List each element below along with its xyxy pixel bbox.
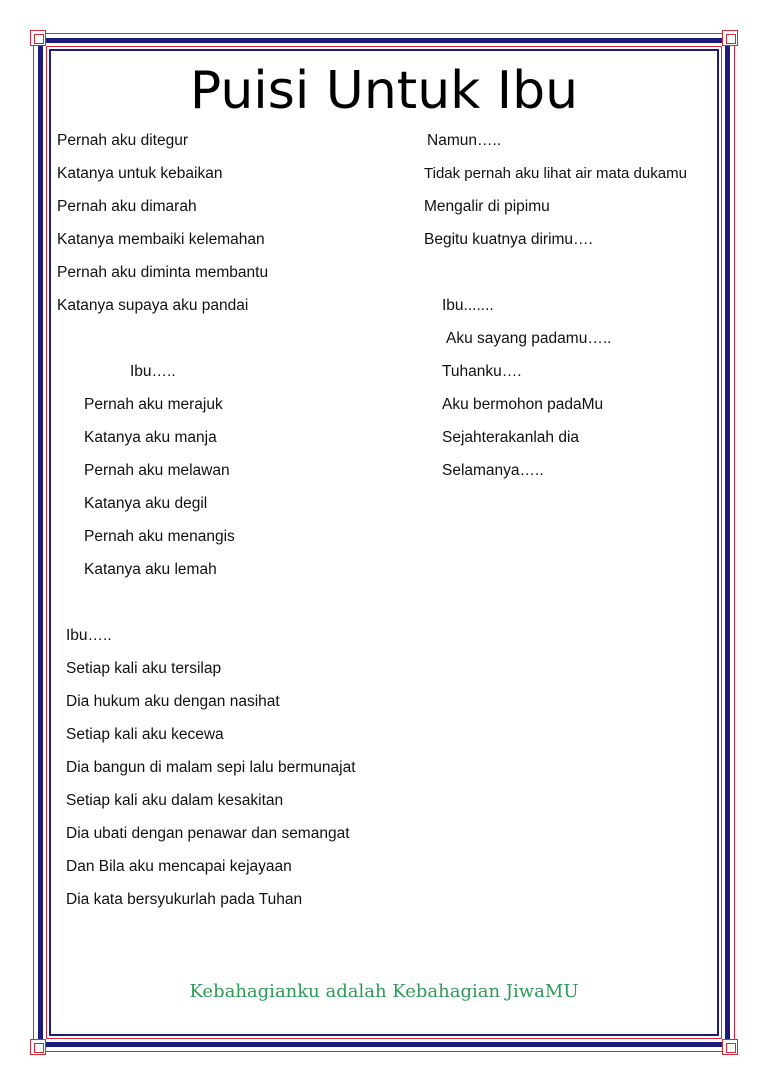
poem-line: Katanya aku manja [84,429,217,446]
poem-line: Ibu....... [442,297,494,314]
poem-line: Pernah aku ditegur [57,132,188,149]
poem-line: Katanya membaiki kelemahan [57,231,265,248]
poem-line: Begitu kuatnya dirimu…. [424,231,593,248]
corner-ornament-top-right [722,30,738,46]
corner-ornament-bottom-right [722,1039,738,1055]
poem-line: Katanya untuk kebaikan [57,165,223,182]
poem-line: Setiap kali aku dalam kesakitan [66,792,284,809]
corner-ornament-bottom-left [30,1039,46,1055]
poem-line: Setiap kali aku tersilap [66,660,222,677]
poem-line: Tuhanku…. [442,363,522,380]
poem-line: Pernah aku dimarah [57,198,197,215]
poem-line: Pernah aku diminta membantu [57,264,269,281]
poem-line: Pernah aku melawan [84,462,230,479]
poem-line: Dia bangun di malam sepi lalu bermunajat [66,759,356,776]
poem-title: Puisi Untuk Ibu [189,61,579,121]
poem-line: Pernah aku merajuk [84,396,223,413]
poem-line: Sejahterakanlah dia [442,429,580,446]
poem-line: Dia hukum aku dengan nasihat [66,693,280,710]
poem-line: Aku sayang padamu….. [446,330,612,347]
poem-line: Katanya aku lemah [84,561,217,578]
poem-line: Namun….. [427,132,502,149]
poem-line: Selamanya….. [442,462,544,479]
poem-line: Katanya supaya aku pandai [57,297,249,314]
corner-ornament-top-left [30,30,46,46]
poem-line: Tidak pernah aku lihat air mata dukamu [424,165,687,182]
poem-line: Aku bermohon padaMu [442,396,604,413]
poem-line: Ibu….. [130,363,176,380]
poem-line: Ibu….. [66,627,112,644]
poem-line: Pernah aku menangis [84,528,235,545]
footer-motto: Kebahagianku adalah Kebahagian JiwaMU [189,981,579,1002]
poem-line: Mengalir di pipimu [424,198,550,215]
poem-line: Setiap kali aku kecewa [66,726,224,743]
poem-line: Dan Bila aku mencapai kejayaan [66,858,292,875]
poem-line: Dia ubati dengan penawar dan semangat [66,825,350,842]
poem-line: Dia kata bersyukurlah pada Tuhan [66,891,303,908]
poem-line: Katanya aku degil [84,495,208,512]
